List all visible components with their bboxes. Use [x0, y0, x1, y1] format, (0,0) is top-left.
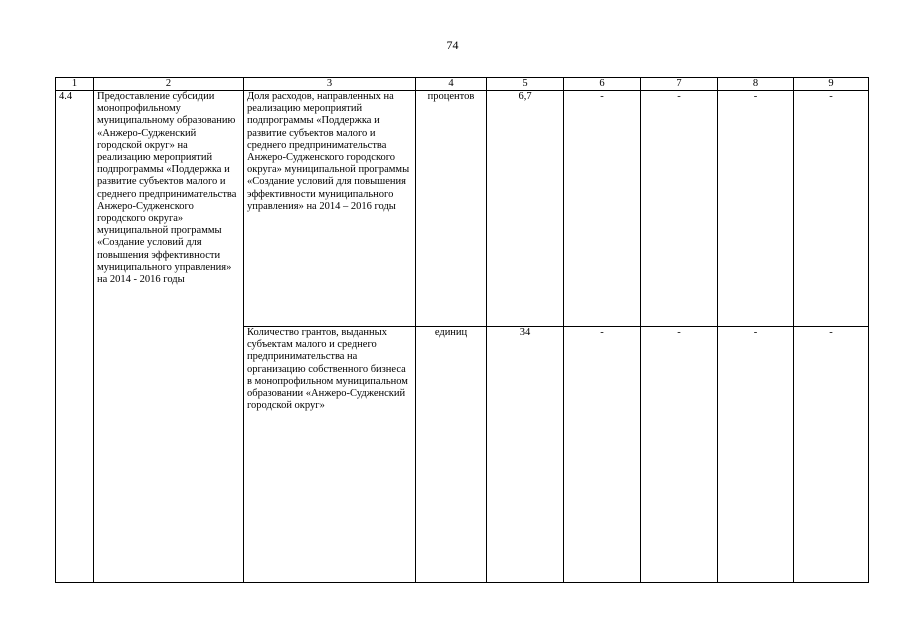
header-row [56, 78, 869, 91]
indicator-value-col9: - [794, 91, 869, 327]
table-row [56, 91, 869, 327]
indicator-value-col5: 34 [487, 327, 564, 583]
column-header-7: 7 [641, 78, 718, 91]
indicator-unit: процентов [416, 91, 487, 327]
indicator-value-col7: - [641, 91, 718, 327]
column-header-4: 4 [416, 78, 487, 91]
indicator-name: Количество грантов, выданных субъектам малого и среднего предпринимательства на организацию собственного бизнеса в монопрофильном муниципальном образовании «Анжеро-Судженский городской округ» [244, 327, 416, 583]
indicator-name: Доля расходов, направленных на реализацию мероприятий подпрограммы «Поддержка и развитие субъектов малого и среднего предпринимательства Анжеро-Судженского городского округа» муниципальной программы «Создание условий для повышения эффективности муниципального управления» на 2014 – 2016 годы [244, 91, 416, 327]
row-number: 4.4 [56, 91, 94, 583]
column-header-5: 5 [487, 78, 564, 91]
column-header-3: 3 [244, 78, 416, 91]
column-header-9: 9 [794, 78, 869, 91]
indicator-value-col7: - [641, 327, 718, 583]
indicator-value-col8: - [718, 91, 794, 327]
indicator-value-col6: - [564, 327, 641, 583]
indicator-value-col9: - [794, 327, 869, 583]
indicator-value-col5: 6,7 [487, 91, 564, 327]
column-header-2: 2 [94, 78, 244, 91]
indicator-value-col8: - [718, 327, 794, 583]
column-header-6: 6 [564, 78, 641, 91]
column-header-1: 1 [56, 78, 94, 91]
column-header-8: 8 [718, 78, 794, 91]
measure-name: Предоставление субсидии монопрофильному муниципальному образованию «Анжеро-Судженский городской округ» на реализацию мероприятий подпрограммы «Поддержка и развитие субъектов малого и среднего предпринимательства Анжеро-Судженского городского округа» муниципальной программы «Создание условий для повышения эффективности муниципального управления» на 2014 - 2016 годы [94, 91, 244, 583]
page-number: 74 [446, 38, 459, 52]
indicator-unit: единиц [416, 327, 487, 583]
indicator-value-col6: - [564, 91, 641, 327]
indicators-table [55, 77, 869, 583]
